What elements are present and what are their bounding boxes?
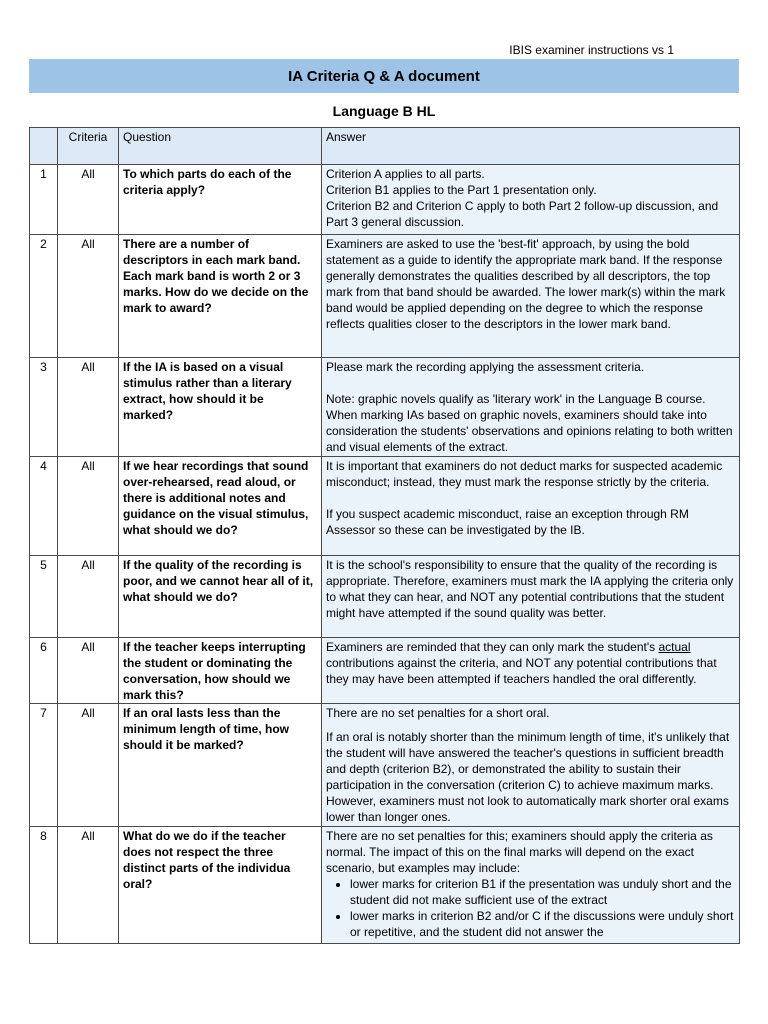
answer-bullet-list: [326, 876, 735, 940]
row-question: What do we do if the teacher does not respect the three distinct parts of the individua oral?: [119, 827, 322, 944]
row-criteria: All: [58, 704, 119, 827]
row-number: 5: [30, 556, 58, 638]
qa-table: [29, 127, 740, 944]
table-header-row: [30, 128, 740, 165]
list-item: • lower marks in criterion B2 and/or C if the discussions were unduly short or repetitive, and the student did not answer the: [350, 908, 735, 940]
row-number: 4: [30, 457, 58, 556]
row-criteria: All: [58, 165, 119, 235]
row-criteria: All: [58, 638, 119, 704]
header-criteria: Criteria: [58, 128, 119, 165]
row-question: To which parts do each of the criteria apply?: [119, 165, 322, 235]
table-row: [30, 165, 740, 235]
row-answer: It is the school's responsibility to ensure that the quality of the recording is appropriate. Therefore, examiners must mark the IA applying the criteria only to what they can hear, and NOT any potential contributions that the student might have attempted if the sound quality was better.: [322, 556, 740, 638]
row-question: If the IA is based on a visual stimulus rather than a literary extract, how should it be marked?: [119, 358, 322, 457]
header-number: [30, 128, 58, 165]
document-title: IA Criteria Q & A document: [288, 67, 480, 85]
document-reference: IBIS examiner instructions vs 1: [509, 43, 674, 57]
emphasis-actual: actual: [658, 640, 691, 654]
row-question: There are a number of descriptors in each mark band. Each mark band is worth 2 or 3 marks. How do we decide on the mark to award?: [119, 235, 322, 358]
row-criteria: All: [58, 556, 119, 638]
table-row: [30, 457, 740, 556]
header-question: Question: [119, 128, 322, 165]
row-number: 3: [30, 358, 58, 457]
row-criteria: All: [58, 358, 119, 457]
row-criteria: All: [58, 235, 119, 358]
table-row: [30, 827, 740, 944]
table-row: [30, 358, 740, 457]
row-answer: There are no set penalties for this; examiners should apply the criteria as normal. The impact of this on the final marks will depend on the exact scenario, but examples may include: • lower marks for criterion B1 if the presentation was unduly short and the student did not make sufficient use of the extract • lower marks in criterion B2 and/or C if the discussions were unduly short or repetitive, and the student did not answer the: [322, 827, 740, 944]
table-row: [30, 556, 740, 638]
row-question: If an oral lasts less than the minimum length of time, how should it be marked?: [119, 704, 322, 827]
table-row: [30, 235, 740, 358]
row-answer: There are no set penalties for a short oral. If an oral is notably shorter than the minimum length of time, it's unlikely that the student will have answered the teacher's questions in sufficient breadth and depth (criterion B2), or demonstrated the ability to sustain their participation in the conversation (criterion C) to achieve maximum marks. However, examiners must not look to automatically mark shorter oral exams lower than longer ones.: [322, 704, 740, 827]
header-answer: Answer: [322, 128, 740, 165]
row-answer: Criterion A applies to all parts. Criterion B1 applies to the Part 1 presentation only. Criterion B2 and Criterion C apply to both Part 2 follow-up discussion, and Part 3 general discussion.: [322, 165, 740, 235]
row-number: 6: [30, 638, 58, 704]
row-question: If the teacher keeps interrupting the student or dominating the conversation, how should we mark this?: [119, 638, 322, 704]
row-answer: It is important that examiners do not deduct marks for suspected academic misconduct; instead, they must mark the response strictly by the criteria. If you suspect academic misconduct, raise an exception through RM Assessor so these can be investigated by the IB.: [322, 457, 740, 556]
row-question: If the quality of the recording is poor, and we cannot hear all of it, what should we do?: [119, 556, 322, 638]
row-criteria: All: [58, 827, 119, 944]
document-title-banner: [29, 59, 739, 93]
table-row: [30, 638, 740, 704]
row-answer: Please mark the recording applying the assessment criteria. Note: graphic novels qualify as 'literary work' in the Language B course. When marking IAs based on graphic novels, examiners should take into consideration the students' observations and opinions relating to both written and visual elements of the extract.: [322, 358, 740, 457]
row-number: 8: [30, 827, 58, 944]
row-answer: Examiners are reminded that they can only mark the student's actual contributions against the criteria, and NOT any potential contributions that they may have been attempted if teachers handled the oral differently.: [322, 638, 740, 704]
table-row: [30, 704, 740, 827]
row-number: 2: [30, 235, 58, 358]
row-question: If we hear recordings that sound over-rehearsed, read aloud, or there is additional notes and guidance on the visual stimulus, what should we do?: [119, 457, 322, 556]
row-number: 1: [30, 165, 58, 235]
row-answer: Examiners are asked to use the 'best-fit' approach, by using the bold statement as a guide to identify the appropriate mark band. If the response generally demonstrates the qualities described by all descriptors, the top mark from that band should be awarded. The lower mark(s) within the mark band would be applied depending on the degree to which the response reflects qualities closer to the descriptors in the lower mark band.: [322, 235, 740, 358]
row-number: 7: [30, 704, 58, 827]
document-subtitle: Language B HL: [332, 103, 436, 119]
list-item: • lower marks for criterion B1 if the presentation was unduly short and the student did not make sufficient use of the extract: [350, 876, 735, 908]
row-criteria: All: [58, 457, 119, 556]
